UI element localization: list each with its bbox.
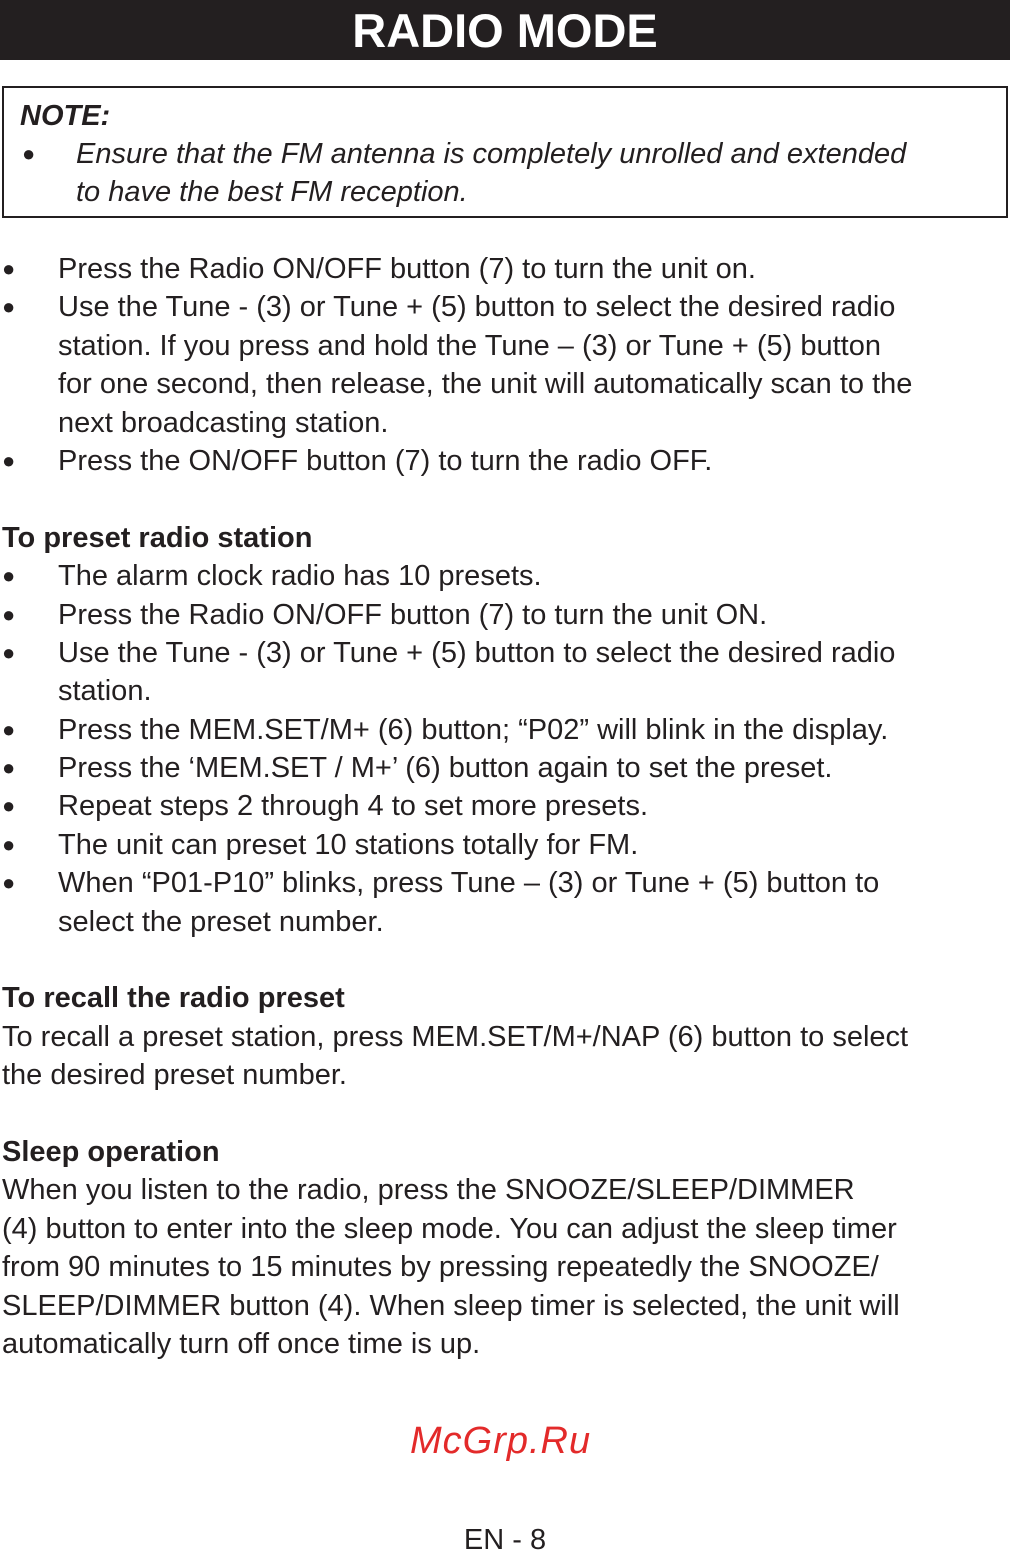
page-title: RADIO MODE <box>0 0 1010 60</box>
list-item-line <box>2 826 1008 864</box>
bullet-icon: ● <box>2 870 16 896</box>
spacer <box>2 941 1008 979</box>
list-item-line <box>2 749 1008 787</box>
note-line: Ensure that the FM antenna is completely unrolled and extended <box>76 138 907 170</box>
list-item-line <box>2 442 1008 480</box>
bullet-icon: ● <box>2 831 16 857</box>
note-line: to have the best FM reception. <box>76 176 468 208</box>
paragraph-line: from 90 minutes to 15 minutes by pressing repeatedly the SNOOZE/ <box>2 1251 879 1284</box>
paragraph-line: To recall a preset station, press MEM.SET/M+/NAP (6) button to select <box>2 1020 909 1053</box>
list-item-text: Press the Radio ON/OFF button (7) to turn the unit ON. <box>58 598 768 631</box>
list-item-text: station. If you press and hold the Tune – (3) or Tune + (5) button <box>58 329 881 362</box>
list-item-text: The alarm clock radio has 10 presets. <box>58 560 542 593</box>
paragraph-line: When you listen to the radio, press the SNOOZE/SLEEP/DIMMER <box>2 1174 855 1207</box>
paragraph-line: the desired preset number. <box>2 1059 347 1092</box>
paragraph-line: SLEEP/DIMMER button (4). When sleep timer is selected, the unit will <box>2 1289 900 1322</box>
list-item-line <box>2 327 1008 365</box>
bullet-icon: ● <box>22 141 36 166</box>
watermark: McGrp.Ru <box>410 1420 592 1462</box>
list-item-line <box>2 288 1008 326</box>
list-item-text: station. <box>58 675 152 708</box>
section-heading: Sleep operation <box>2 1135 220 1168</box>
note-box <box>2 86 1008 218</box>
page-number: EN - 8 <box>463 1524 547 1556</box>
spacer <box>2 480 1008 518</box>
list-item-text: Press the ‘MEM.SET / M+’ (6) button again to set the preset. <box>58 752 833 785</box>
list-item-text: Repeat steps 2 through 4 to set more presets. <box>58 790 648 823</box>
list-item-text: for one second, then release, the unit will automatically scan to the <box>58 368 913 401</box>
bullet-icon: ● <box>2 755 16 781</box>
list-item-line <box>2 404 1008 442</box>
section-heading: To recall the radio preset <box>2 982 345 1015</box>
list-item-text: Press the ON/OFF button (7) to turn the radio OFF. <box>58 444 713 477</box>
section-heading: To preset radio station <box>2 521 313 554</box>
list-item-text: Press the Radio ON/OFF button (7) to turn the unit on. <box>58 253 756 285</box>
bullet-icon: ● <box>2 563 16 589</box>
note-heading: NOTE: <box>20 100 111 132</box>
list-item-line <box>2 787 1008 825</box>
paragraph-line: (4) button to enter into the sleep mode. You can adjust the sleep timer <box>2 1212 897 1245</box>
body-content <box>2 250 1008 1363</box>
list-item-line <box>2 903 1008 941</box>
list-item-text: select the preset number. <box>58 905 384 938</box>
list-item-text: The unit can preset 10 stations totally for FM. <box>58 828 639 861</box>
bullet-icon: ● <box>2 601 16 627</box>
list-item-text: Use the Tune - (3) or Tune + (5) button to select the desired radio <box>58 636 896 669</box>
spacer <box>2 1095 1008 1133</box>
list-item-text: next broadcasting station. <box>58 406 389 439</box>
list-item-line <box>2 864 1008 902</box>
list-item-line <box>2 557 1008 595</box>
list-item-line <box>2 250 1008 288</box>
list-item-text: Press the MEM.SET/M+ (6) button; “P02” will blink in the display. <box>58 713 889 746</box>
bullet-icon: ● <box>2 639 16 665</box>
list-item-line <box>2 711 1008 749</box>
bullet-icon: ● <box>2 294 16 320</box>
bullet-icon: ● <box>2 256 16 281</box>
list-item-line <box>2 672 1008 710</box>
bullet-icon: ● <box>2 447 16 473</box>
paragraph-line: automatically turn off once time is up. <box>2 1327 481 1360</box>
list-item-text: Use the Tune - (3) or Tune + (5) button to select the desired radio <box>58 291 896 324</box>
list-item-line <box>2 634 1008 672</box>
list-item-line <box>2 365 1008 403</box>
list-item-line <box>2 596 1008 634</box>
list-item-text: When “P01-P10” blinks, press Tune – (3) or Tune + (5) button to <box>58 867 880 900</box>
bullet-icon: ● <box>2 716 16 742</box>
bullet-icon: ● <box>2 793 16 819</box>
